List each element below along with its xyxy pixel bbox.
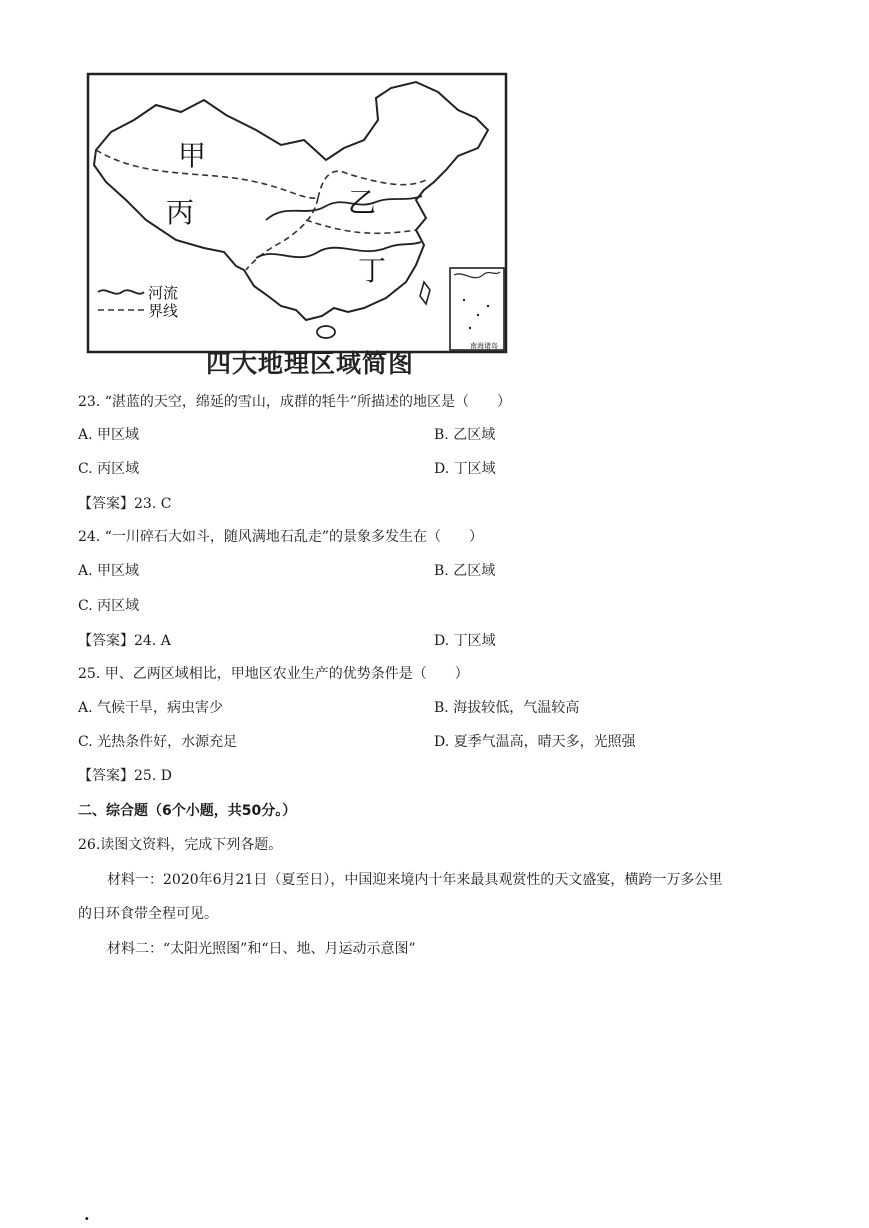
boundary-line xyxy=(246,198,318,270)
question-25-option-b: B. 海拔较低，气温较高 xyxy=(434,700,580,716)
question-25-answer: 【答案】25. D xyxy=(78,768,172,784)
question-24-option-d: D. 丁区域 xyxy=(434,633,496,649)
boundary-line xyxy=(96,150,318,198)
boundary-line xyxy=(306,220,416,233)
question-23-option-c: C. 丙区域 xyxy=(78,461,140,477)
material-1-line-1: 材料一：2020年6月21日（夏至日），中国迎来境内十年来最具观赏性的天文盛宴，横跨一万多公里 xyxy=(107,872,723,888)
hainan-island xyxy=(317,326,335,338)
footer-mark: . xyxy=(84,1205,90,1224)
question-25-option-d: D. 夏季气温高，晴天多，光照强 xyxy=(434,734,636,750)
question-23-option-a: A. 甲区域 xyxy=(78,427,140,443)
china-regions-map xyxy=(86,70,510,355)
legend-river-label: 河流 xyxy=(148,284,179,302)
question-23-stem: 23. “湛蓝的天空，绵延的雪山，成群的牦牛”所描述的地区是（ ） xyxy=(78,394,512,410)
question-23-answer: 【答案】23. C xyxy=(78,496,172,512)
region-label-bing: 丙 xyxy=(166,196,195,229)
material-2: 材料二：“太阳光照图”和“日、地、月运动示意图” xyxy=(107,941,416,957)
question-26-stem: 26.读图文资料，完成下列各题。 xyxy=(78,837,283,853)
map-title: 四大地理区域简图 xyxy=(205,349,414,378)
question-24-option-a: A. 甲区域 xyxy=(78,563,140,579)
question-24-option-b: B. 乙区域 xyxy=(434,563,496,579)
question-25-option-c: C. 光热条件好，水源充足 xyxy=(78,734,238,750)
legend-river-symbol xyxy=(98,290,144,293)
question-25-option-a: A. 气候干旱，病虫害少 xyxy=(78,700,224,716)
question-23-option-b: B. 乙区域 xyxy=(434,427,496,443)
question-25-stem: 25. 甲、乙两区域相比，甲地区农业生产的优势条件是（ ） xyxy=(78,666,469,682)
south-china-sea-inset xyxy=(450,268,504,350)
river xyxy=(266,196,422,220)
material-1-line-2: 的日环食带全程可见。 xyxy=(78,906,218,922)
region-label-ding: 丁 xyxy=(358,254,387,287)
river xyxy=(256,242,421,258)
legend-boundary-label: 界线 xyxy=(148,302,179,320)
region-label-yi: 乙 xyxy=(348,186,377,219)
question-23-option-d: D. 丁区域 xyxy=(434,461,496,477)
region-label-jia: 甲 xyxy=(178,139,207,172)
inset-label: 南海诸岛 xyxy=(470,342,498,350)
question-24-option-c: C. 丙区域 xyxy=(78,598,140,614)
taiwan-island xyxy=(420,282,430,304)
section-heading: 二、综合题（6个小题，共50分。） xyxy=(78,803,297,819)
question-24-answer: 【答案】24. A xyxy=(78,633,171,649)
question-24-stem: 24. “一川碎石大如斗，随风满地石乱走”的景象多发生在（ ） xyxy=(78,529,484,545)
